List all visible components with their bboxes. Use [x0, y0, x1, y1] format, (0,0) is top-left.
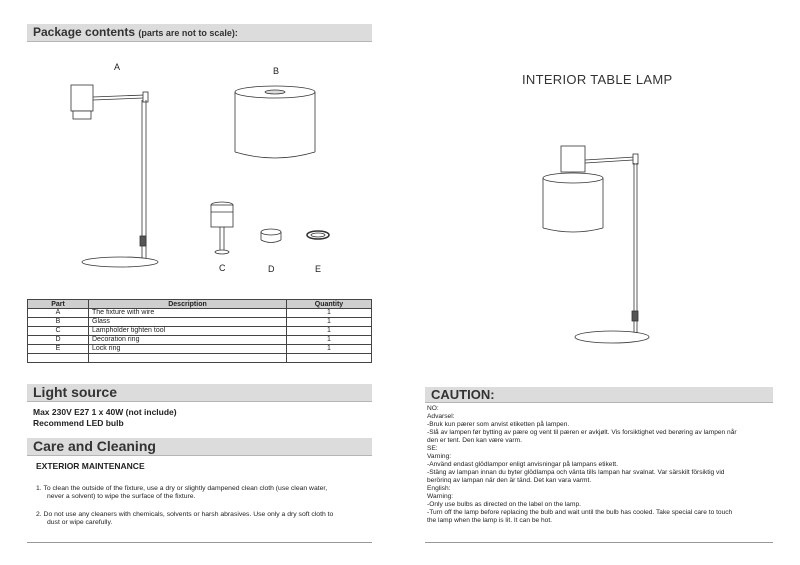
parts-illustration — [0, 0, 400, 300]
cell-part: E — [28, 345, 89, 354]
caution-line: berörinq av lampan när den är tänd. Det kan vara varmt. — [427, 477, 592, 484]
caution-line: -Slå av lampen før bytting av pære og vent til pæren er avkjølt. Vis forsiktighet ved berøring av lampen når — [427, 429, 737, 436]
light-source-spec: Max 230V E27 1 x 40W (not include) — [33, 407, 177, 417]
col-header-quantity: Quantity — [287, 300, 372, 309]
light-source-recommend: Recommend LED bulb — [33, 418, 124, 428]
cell-part: B — [28, 318, 89, 327]
bottom-rule-right — [425, 542, 773, 543]
caution-line: Varning: — [427, 453, 452, 460]
cell-part: D — [28, 336, 89, 345]
caution-title: CAUTION: — [431, 387, 495, 402]
cell-part: C — [28, 327, 89, 336]
caution-text-block — [427, 405, 777, 525]
cell-description: Decoration ring — [89, 336, 287, 345]
table-row — [28, 309, 372, 318]
caution-header — [425, 387, 773, 403]
care-item-1-line-1: 1. To clean the outside of the fixture, use a dry or slightly dampened clean cloth (use clean water, — [36, 485, 328, 492]
cell-description: Lock ring — [89, 345, 287, 354]
table-row-empty — [28, 354, 372, 363]
table-row — [28, 318, 372, 327]
cell-quantity: 1 — [287, 327, 372, 336]
cell-quantity: 1 — [287, 336, 372, 345]
cell-description: Glass — [89, 318, 287, 327]
caution-line: den er tent. Den kan være varm. — [427, 437, 522, 444]
part-label-d: D — [268, 264, 275, 274]
table-row — [28, 327, 372, 336]
caution-line: SE: — [427, 445, 438, 452]
care-subtitle: EXTERIOR MAINTENANCE — [36, 461, 145, 471]
caution-line: -Stäng av lampan innan du byter glödlampa och vänta tills lampan har svalnat. Var särskilt försiktig vid — [427, 469, 725, 476]
product-title: INTERIOR TABLE LAMP — [522, 72, 673, 87]
right-page — [400, 0, 800, 565]
light-source-header — [27, 384, 372, 402]
part-b-glass-drawing — [235, 86, 315, 158]
lamp-illustration — [400, 0, 800, 380]
table-row — [28, 345, 372, 354]
part-a-fixture-drawing — [71, 85, 158, 267]
part-c-tool-drawing — [211, 202, 233, 254]
part-label-c: C — [219, 263, 226, 273]
part-label-b: B — [273, 66, 280, 76]
part-e-lockring-drawing — [307, 231, 329, 239]
caution-line: the lamp when the lamp is lit. It can be hot. — [427, 517, 552, 524]
care-item-2-line-2: dust or wipe carefully. — [47, 519, 113, 526]
care-item-1-line-2: never a solvent) to wipe the surface of the fixture. — [47, 493, 196, 500]
cell-quantity: 1 — [287, 309, 372, 318]
light-source-title: Light source — [33, 384, 118, 400]
col-header-part: Part — [28, 300, 89, 309]
package-title-text: Package contents — [33, 25, 136, 39]
care-item-2-line-1: 2. Do not use any cleaners with chemicals, solvents or harsh abrasives. Use only a dry soft cloth to — [36, 511, 334, 518]
caution-line: -Turn off the lamp before replacing the bulb and wait until the bulb has cooled. Take special care to touch — [427, 509, 733, 516]
caution-line: -Bruk kun pærer som anvist etiketten på lampen. — [427, 421, 570, 428]
caution-line: -Only use bulbs as directed on the label on the lamp. — [427, 501, 581, 508]
cell-part: A — [28, 309, 89, 318]
cell-description: The fixture with wire — [89, 309, 287, 318]
cell-description: Lampholder tighten tool — [89, 327, 287, 336]
col-header-description: Description — [89, 300, 287, 309]
caution-line: -Använd endast glödlampor enligt anvisningar på lampans etikett. — [427, 461, 618, 468]
caution-line: NO: — [427, 405, 439, 412]
package-subtitle-text: (parts are not to scale): — [138, 28, 238, 38]
caution-line: English: — [427, 485, 451, 492]
cell-quantity: 1 — [287, 345, 372, 354]
caution-line: Advarsel: — [427, 413, 455, 420]
bottom-rule-left — [27, 542, 372, 543]
parts-table — [27, 299, 372, 363]
part-label-a: A — [114, 62, 121, 72]
cell-quantity: 1 — [287, 318, 372, 327]
part-label-e: E — [315, 264, 322, 274]
caution-line: Warning: — [427, 493, 454, 500]
care-title: Care and Cleaning — [33, 438, 156, 454]
care-header — [27, 438, 372, 456]
part-d-ring-drawing — [261, 229, 281, 243]
table-row — [28, 336, 372, 345]
parts-table-header-row — [28, 300, 372, 309]
